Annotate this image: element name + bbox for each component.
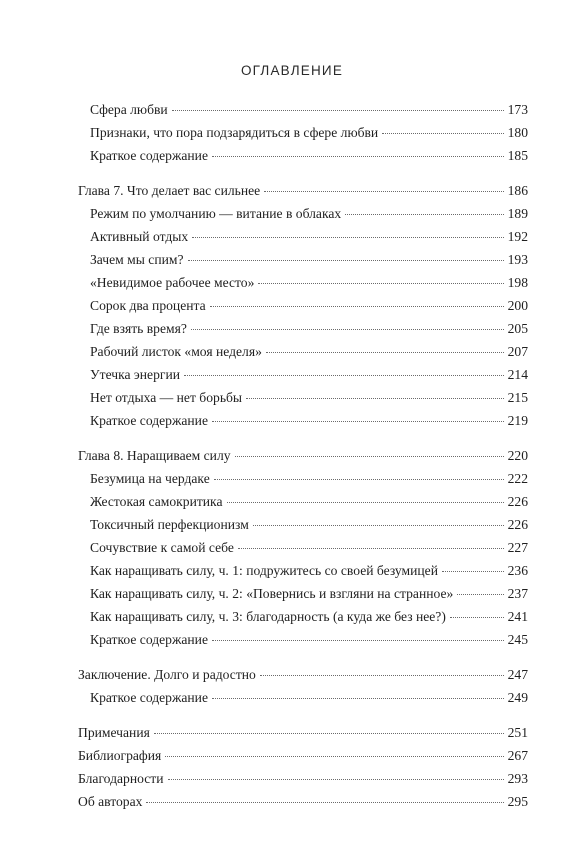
toc-chapter-entry[interactable] <box>78 744 528 767</box>
toc-entry-page-number: 249 <box>507 690 528 705</box>
toc-entry-page-number: 200 <box>507 298 528 313</box>
toc-entry[interactable] <box>78 363 528 386</box>
toc-entry-page-number: 219 <box>507 413 528 428</box>
toc-entry-page-number: 220 <box>507 448 528 463</box>
toc-entry-label: Зачем мы спим? <box>90 252 184 267</box>
dot-leader <box>238 547 504 549</box>
toc-entry-page-number: 295 <box>507 794 528 809</box>
toc-chapter-entry[interactable] <box>78 663 528 686</box>
toc-entry-page-number: 186 <box>507 183 528 198</box>
toc-entry[interactable] <box>78 386 528 409</box>
dot-leader <box>260 674 504 676</box>
toc-entry-label: Сфера любви <box>90 102 168 117</box>
dot-leader <box>212 420 504 422</box>
toc-entry-label: Сорок два процента <box>90 298 206 313</box>
toc-entry-page-number: 245 <box>507 632 528 647</box>
dot-leader <box>212 639 504 641</box>
toc-entry-page-number: 180 <box>507 125 528 140</box>
toc-entry-page-number: 214 <box>507 367 528 382</box>
dot-leader <box>212 697 504 699</box>
dot-leader <box>210 305 504 307</box>
toc-entry[interactable] <box>78 513 528 536</box>
toc-entry[interactable] <box>78 605 528 628</box>
dot-leader <box>146 801 503 803</box>
toc-entry[interactable] <box>78 536 528 559</box>
dot-leader <box>246 397 504 399</box>
toc-entry-page-number: 267 <box>507 748 528 763</box>
toc-entry-page-number: 237 <box>507 586 528 601</box>
toc-chapter-entry[interactable] <box>78 790 528 813</box>
toc-entry-page-number: 207 <box>507 344 528 359</box>
toc-entry-page-number: 198 <box>507 275 528 290</box>
toc-entry-label: Библиография <box>78 748 162 763</box>
toc-chapter-entry[interactable] <box>78 444 528 467</box>
dot-leader <box>382 132 503 134</box>
dot-leader <box>172 109 504 111</box>
dot-leader <box>450 616 504 618</box>
dot-leader <box>212 155 504 157</box>
toc-entry-page-number: 236 <box>507 563 528 578</box>
toc-entry-page-number: 247 <box>507 667 528 682</box>
dot-leader <box>184 374 504 376</box>
dot-leader <box>192 236 503 238</box>
toc-entry-label: Благодарности <box>78 771 164 786</box>
toc-entry-label: Как наращивать силу, ч. 1: подружитесь со своей безумицей <box>90 563 438 578</box>
toc-entry-label: Токсичный перфекционизм <box>90 517 249 532</box>
toc-entry-label: Утечка энергии <box>90 367 180 382</box>
dot-leader <box>264 190 503 192</box>
dot-leader <box>188 259 504 261</box>
toc-entry[interactable] <box>78 409 528 432</box>
toc-entry-label: Как наращивать силу, ч. 2: «Повернись и взгляни на странное» <box>90 586 454 601</box>
toc-entry[interactable] <box>78 271 528 294</box>
toc-entry[interactable] <box>78 144 528 167</box>
toc-entry[interactable] <box>78 317 528 340</box>
toc-entry-label: Признаки, что пора подзарядиться в сфере любви <box>90 125 379 140</box>
dot-leader <box>165 755 503 757</box>
toc-entry-label: Об авторах <box>78 794 143 809</box>
dot-leader <box>345 213 503 215</box>
toc-entry-page-number: 215 <box>507 390 528 405</box>
toc-entry[interactable] <box>78 582 528 605</box>
toc-entry-label: Глава 7. Что делает вас сильнее <box>78 183 261 198</box>
toc-entry-label: «Невидимое рабочее место» <box>90 275 255 290</box>
toc-entry-page-number: 226 <box>507 494 528 509</box>
toc-chapter-entry[interactable] <box>78 767 528 790</box>
toc-entry-page-number: 173 <box>507 102 528 117</box>
toc-entry-label: Нет отдыха — нет борьбы <box>90 390 243 405</box>
toc-entry-page-number: 251 <box>507 725 528 740</box>
dot-leader <box>266 351 504 353</box>
toc-entry-label: Рабочий листок «моя неделя» <box>90 344 262 359</box>
toc-entry-label: Краткое содержание <box>90 690 208 705</box>
toc-entry-page-number: 189 <box>507 206 528 221</box>
toc-entry-label: Краткое содержание <box>90 148 208 163</box>
toc-entry-page-number: 226 <box>507 517 528 532</box>
dot-leader <box>235 455 504 457</box>
toc-entry-label: Глава 8. Наращиваем силу <box>78 448 231 463</box>
dot-leader <box>457 593 503 595</box>
toc-entry-page-number: 205 <box>507 321 528 336</box>
page-title: ОГЛАВЛЕНИЕ <box>240 63 344 78</box>
dot-leader <box>168 778 504 780</box>
toc-entry[interactable] <box>78 248 528 271</box>
toc-entry-label: Сочувствие к самой себе <box>90 540 234 555</box>
toc-entry-label: Примечания <box>78 725 150 740</box>
dot-leader <box>214 478 504 480</box>
table-of-contents <box>78 98 528 813</box>
toc-entry-label: Заключение. Долго и радостно <box>78 667 256 682</box>
toc-entry-label: Краткое содержание <box>90 413 208 428</box>
toc-entry-label: Активный отдых <box>90 229 189 244</box>
toc-entry[interactable] <box>78 202 528 225</box>
toc-entry[interactable] <box>78 225 528 248</box>
toc-entry-page-number: 241 <box>507 609 528 624</box>
toc-entry[interactable] <box>78 559 528 582</box>
toc-entry-page-number: 222 <box>507 471 528 486</box>
toc-entry-label: Режим по умолчанию — витание в облаках <box>90 206 342 221</box>
toc-entry-page-number: 193 <box>507 252 528 267</box>
dot-leader <box>191 328 504 330</box>
toc-entry[interactable] <box>78 467 528 490</box>
toc-entry-label: Как наращивать силу, ч. 3: благодарность (а куда же без нее?) <box>90 609 446 624</box>
toc-entry[interactable] <box>78 490 528 513</box>
dot-leader <box>154 732 504 734</box>
toc-entry-page-number: 293 <box>507 771 528 786</box>
dot-leader <box>442 570 504 572</box>
toc-entry-label: Краткое содержание <box>90 632 208 647</box>
toc-entry[interactable] <box>78 121 528 144</box>
dot-leader <box>227 501 504 503</box>
toc-entry[interactable] <box>78 628 528 651</box>
toc-entry-page-number: 192 <box>507 229 528 244</box>
toc-entry-label: Безумица на чердаке <box>90 471 210 486</box>
toc-entry[interactable] <box>78 340 528 363</box>
toc-entry[interactable] <box>78 98 528 121</box>
toc-entry-page-number: 227 <box>507 540 528 555</box>
toc-entry[interactable] <box>78 294 528 317</box>
toc-entry-page-number: 185 <box>507 148 528 163</box>
toc-entry-label: Где взять время? <box>90 321 187 336</box>
toc-entry[interactable] <box>78 686 528 709</box>
toc-chapter-entry[interactable] <box>78 721 528 744</box>
dot-leader <box>253 524 504 526</box>
dot-leader <box>258 282 503 284</box>
toc-entry-label: Жестокая самокритика <box>90 494 223 509</box>
toc-chapter-entry[interactable] <box>78 179 528 202</box>
